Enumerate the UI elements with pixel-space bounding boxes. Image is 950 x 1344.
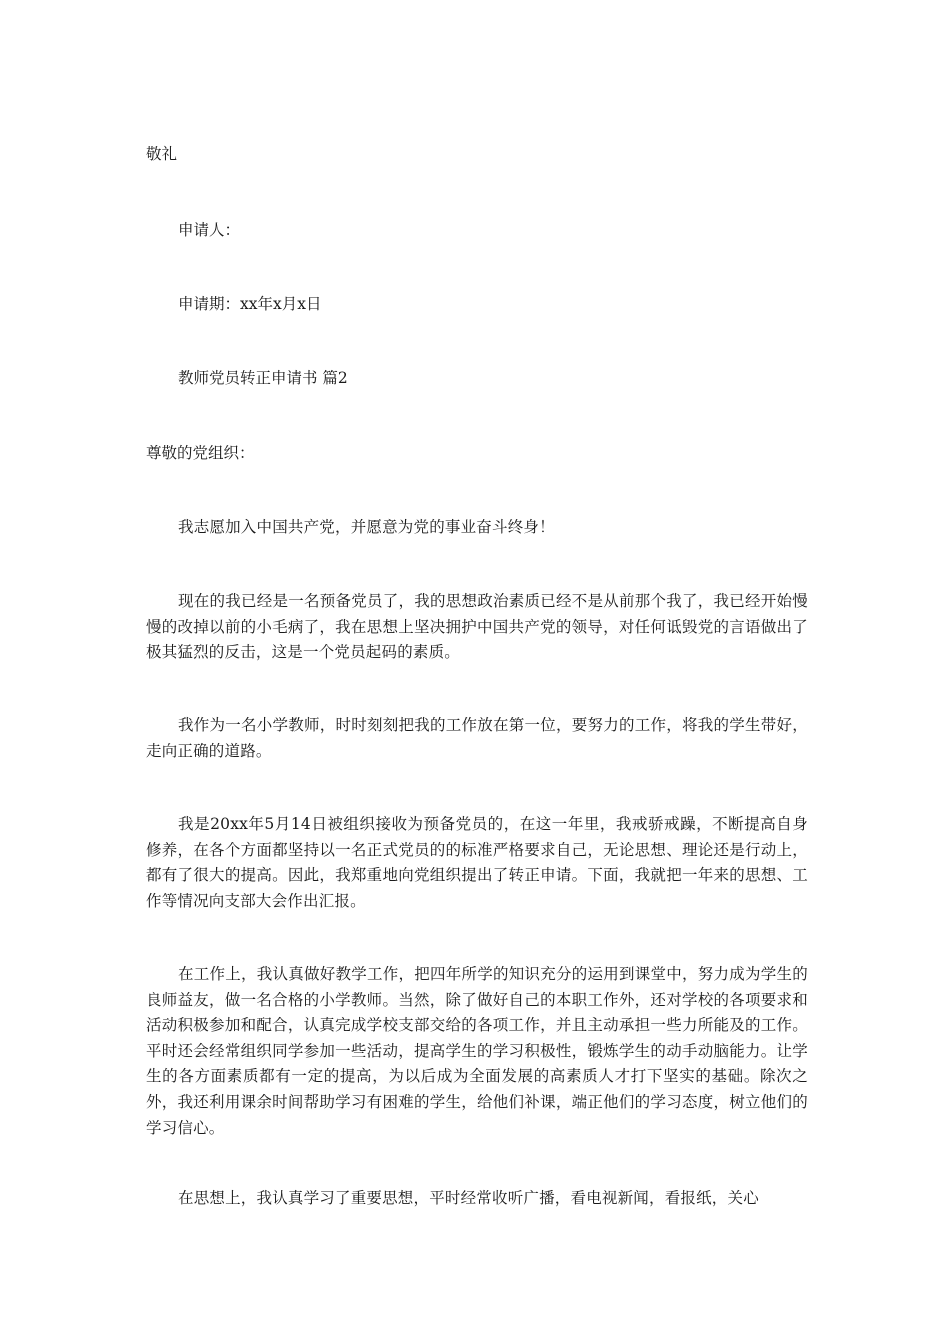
salutation: 尊敬的党组织： xyxy=(146,444,255,462)
paragraph-6: 在思想上，我认真学习了重要思想，平时经常收听广播，看电视新闻，看报纸，关心 xyxy=(178,1189,759,1207)
closing-line: 敬礼 xyxy=(146,145,178,163)
applicant-label: 申请人： xyxy=(178,221,241,239)
paragraph-5: 在工作上，我认真做好教学工作，把四年所学的知识充分的运用到课堂中，努力成为学生的良师益友，做一名合格的小学教师。当然，除了做好自己的本职工作外，还对学校的各项要求和活动积极参加和配合，认真完成学校支部交给的各项工作，并且主动承担一些力所能及的工作。平时还会经常组织同学参加一些活动，提高学生的学习积极性，锻炼学生的动手动脑能力。让学生的各方面素质都有一定的提高，为以后成为全面发展的高素质人才打下坚实的基础。除次之外，我还利用课余时间帮助学习有困难的学生，给他们补课，端正他们的学习态度，树立他们的学习信心。 xyxy=(146,965,808,1137)
paragraph-1: 我志愿加入中国共产党，并愿意为党的事业奋斗终身！ xyxy=(178,518,555,536)
section-title: 教师党员转正申请书 篇2 xyxy=(178,369,348,387)
date-line: 申请期：xx年x月x日 xyxy=(178,295,322,313)
paragraph-2: 现在的我已经是一名预备党员了，我的思想政治素质已经不是从前那个我了，我已经开始慢慢的改掉以前的小毛病了，我在思想上坚决拥护中国共产党的领导，对任何诋毁党的言语做出了极其猛烈的反击，这是一个党员起码的素质。 xyxy=(146,592,808,662)
paragraph-4: 我是20xx年5月14日被组织接收为预备党员的，在这一年里，我戒骄戒躁，不断提高自身修养，在各个方面都坚持以一名正式党员的的标准严格要求自己，无论思想、理论还是行动上，都有了很大的提高。因此，我郑重地向党组织提出了转正申请。下面，我就把一年来的思想、工作等情况向支部大会作出汇报。 xyxy=(146,815,808,910)
paragraph-3: 我作为一名小学教师，时时刻刻把我的工作放在第一位，要努力的工作，将我的学生带好，走向正确的道路。 xyxy=(146,716,808,760)
